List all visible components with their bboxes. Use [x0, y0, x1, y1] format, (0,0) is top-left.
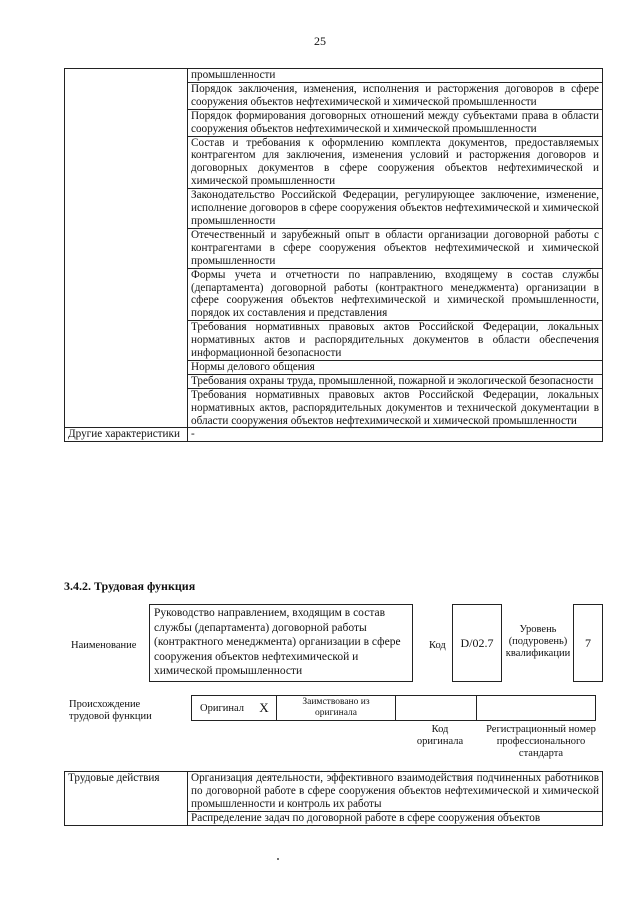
action-item-cell	[188, 812, 603, 826]
knowledge-item: Порядок заключения, изменения, исполнения и расторжения договоров в сфере сооружения объектов нефтехимической и химической промышленности	[188, 82, 603, 109]
original-code-cell	[396, 696, 477, 721]
function-name: Руководство направлением, входящим в состав службы (департамента) договорной работы (контрактного менеджмента) организации в сфере сооружения объектов нефтехимической и химической промышленности	[149, 604, 413, 682]
origin-table	[191, 695, 596, 721]
table-row	[192, 696, 596, 721]
borrowed-label: Заимствовано из оригинала	[277, 696, 396, 721]
other-characteristics-value: -	[188, 428, 603, 442]
page-number: 25	[314, 34, 326, 48]
qualification-level: 7	[573, 604, 603, 682]
knowledge-item: промышленности	[188, 69, 603, 83]
actions-label: Трудовые действия	[65, 772, 188, 826]
knowledge-item: Требования нормативных правовых актов Российской Федерации, локальных нормативных актов и распорядительных документов в области обеспечения информационной безопасности	[188, 321, 603, 361]
section-title: 3.4.2. Трудовая функция	[64, 579, 196, 593]
reg-number-cell	[477, 696, 596, 721]
function-code: D/02.7	[452, 604, 502, 682]
table-row	[65, 69, 603, 83]
action-item: Организация деятельности, эффективного взаимодействия подчиненных работников по договорной работе в сфере сооружения объектов нефтехимической и химической промышленности и контроль их работы	[188, 772, 603, 812]
knowledge-item: Отечественный и зарубежный опыт в области организации договорной работы с контрагентами в сфере сооружения объектов нефтехимической и химической промышленности	[188, 228, 603, 268]
scan-speck	[277, 858, 279, 860]
knowledge-item: Состав и требования к оформлению комплекта документов, предоставляемых контрагентом для заключения, изменения условий и расторжения договоров и договорных документов в сфере сооружения объектов нефтехимической и химической промышленности	[188, 136, 603, 189]
knowledge-item: Порядок формирования договорных отношений между субъектами права в области сооружения объектов нефтехимической и химической промышленности	[188, 109, 603, 136]
code-original-label: Код оригинала	[416, 724, 464, 747]
knowledge-table	[64, 68, 603, 442]
original-label: Оригинал	[192, 696, 253, 721]
code-label: Код	[429, 640, 446, 651]
knowledge-item: Требования охраны труда, промышленной, пожарной и экологической безопасности	[188, 374, 603, 388]
knowledge-item: Требования нормативных правовых актов Российской Федерации, локальных нормативных актов, распорядительных документов и технической документации в области сооружения объектов нефтехимической и химической промышленности	[188, 388, 603, 428]
table-row	[65, 428, 603, 442]
origin-label: Происхождение трудовой функции	[69, 699, 152, 722]
knowledge-item: Формы учета и отчетности по направлению, входящему в состав службы (департамента) договорной работы (контрактного менеджмента) организации в сфере сооружения объектов нефтехимической и химической промышленности, порядок их составления и представления	[188, 268, 603, 321]
qualification-level-label: Уровень (подуровень) квалификации	[505, 624, 571, 659]
actions-table	[64, 771, 603, 826]
name-label: Наименование	[71, 640, 137, 651]
original-mark: X	[252, 696, 277, 721]
knowledge-item: Нормы делового общения	[188, 360, 603, 374]
table-row	[65, 772, 603, 812]
knowledge-item: Законодательство Российской Федерации, регулирующее заключение, изменение, исполнение договоров в сфере сооружения объектов нефтехимической и химической промышленности	[188, 189, 603, 229]
action-item: Распределение задач по договорной работе в сфере сооружения объектов	[191, 812, 541, 824]
knowledge-label-cell	[65, 69, 188, 428]
reg-number-label: Регистрационный номер профессионального стандарта	[486, 724, 596, 759]
other-characteristics-label: Другие характеристики	[65, 428, 188, 442]
